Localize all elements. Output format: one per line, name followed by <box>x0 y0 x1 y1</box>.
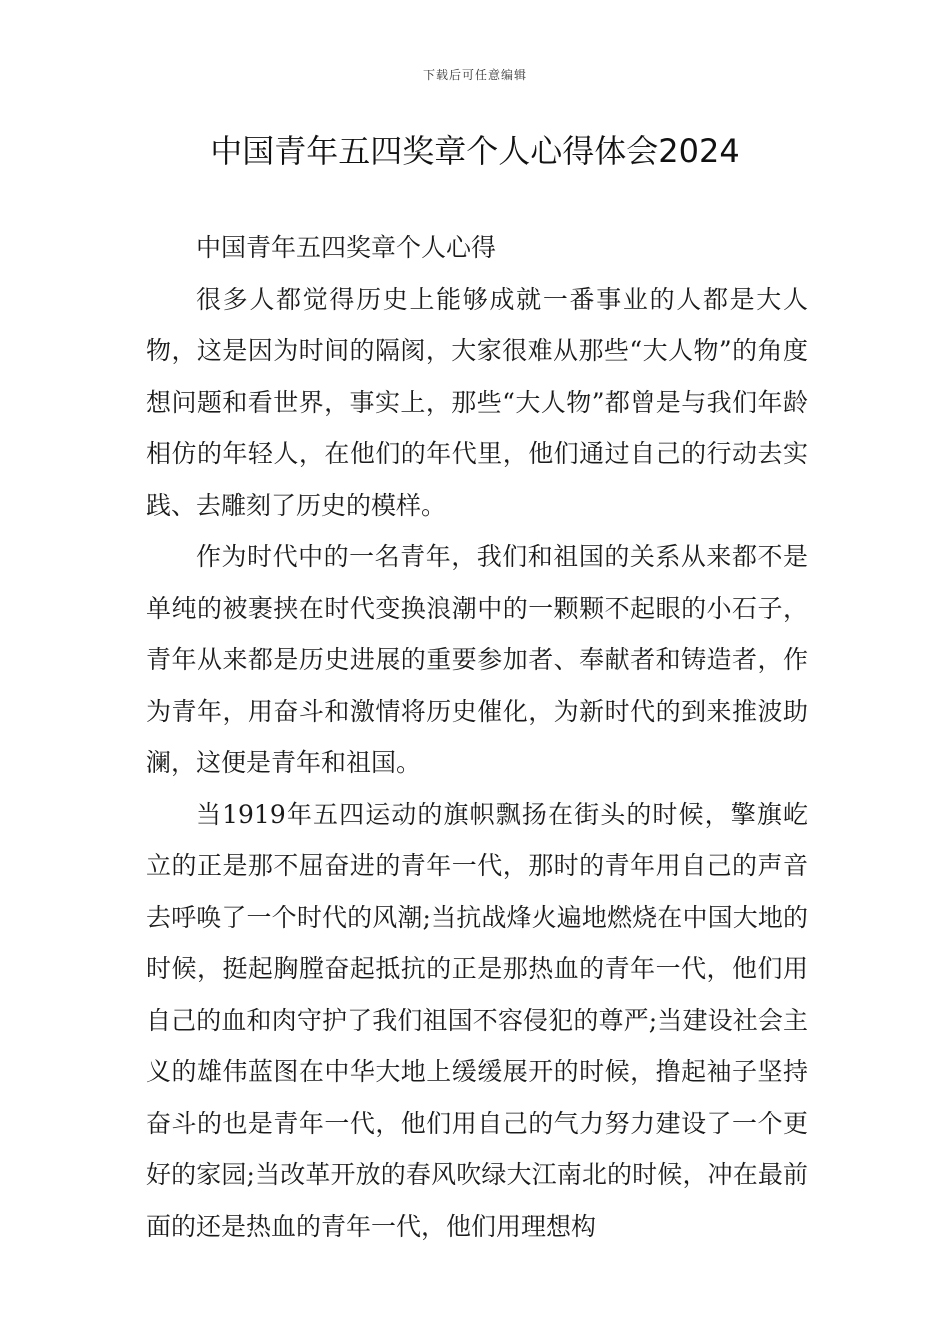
header-note: 下载后可任意编辑 <box>422 68 527 82</box>
paragraph: 很多人都觉得历史上能够成就一番事业的人都是大人物，这是因为时间的隔阂，大家很难从那些“大人物”的角度想问题和看世界，事实上，那些“大人物”都曾是与我们年龄相仿的年轻人，在他们的年代里，他们通过自己的行动去实践、去雕刻了历史的模样。 <box>146 284 808 520</box>
document-body <box>146 222 808 1252</box>
paragraph: 作为时代中的一名青年，我们和祖国的关系从来都不是单纯的被裹挟在时代变换浪潮中的一颗颗不起眼的小石子，青年从来都是历史进展的重要参加者、奉献者和铸造者，作为青年，用奋斗和激情将历史催化，为新时代的到来推波助澜，这便是青年和祖国。 <box>146 542 808 777</box>
document-title: 中国青年五四奖章个人心得体会2024 <box>210 132 740 170</box>
paragraph: 当1919年五四运动的旗帜飘扬在街头的时候，擎旗屹立的正是那不屈奋进的青年一代，那时的青年用自己的声音去呼唤了一个时代的风潮;当抗战烽火遍地燃烧在中国大地的时候，挺起胸膛奋起抵抗的正是那热血的青年一代，他们用自己的血和肉守护了我们祖国不容侵犯的尊严;当建设社会主义的雄伟蓝图在中华大地上缓缓展开的时候，撸起袖子坚持奋斗的也是青年一代，他们用自己的气力努力建设了一个更好的家园;当改革开放的春风吹绿大江南北的时候，冲在最前面的还是热血的青年一代，他们用理想构 <box>146 799 808 1241</box>
document-subtitle: 中国青年五四奖章个人心得 <box>196 233 497 262</box>
